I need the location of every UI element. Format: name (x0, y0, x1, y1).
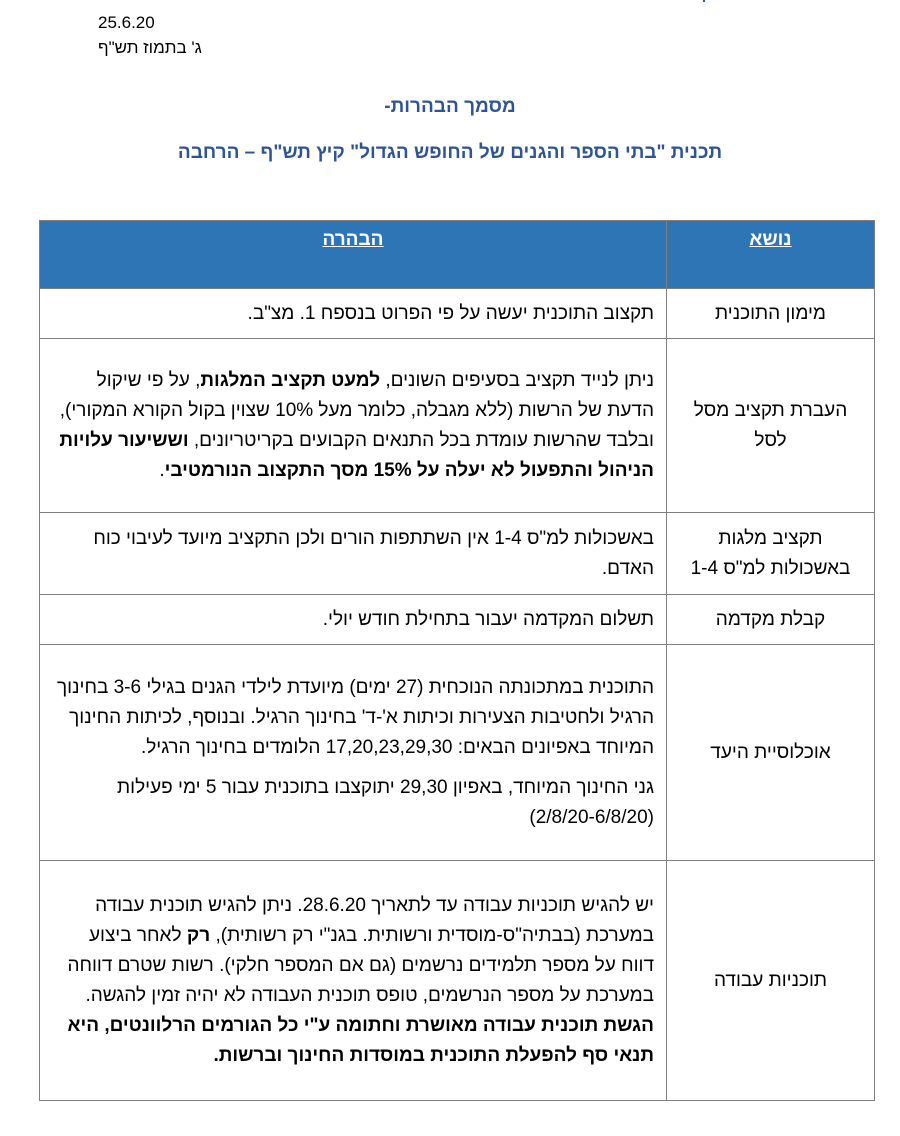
bold-segment: וששיעור עלויות הניהול והתפעול לא יעלה על 15% מסך התקצוב הנורמטיבי (59, 429, 654, 481)
table-row (40, 861, 875, 1101)
document-title: מסמך הבהרות- (384, 96, 516, 117)
row-topic: אוכלוסיית היעד (667, 645, 875, 861)
row-clarification: תשלום המקדמה יעבור בתחילת חודש יולי. (40, 595, 667, 645)
date-hebrew: ג' בתמוז תש"ף (98, 38, 202, 57)
row-clarification (40, 645, 667, 861)
table-header-row (40, 221, 875, 289)
table-row (40, 595, 875, 645)
header-topic: נושא (667, 221, 875, 289)
text-segment: . (159, 459, 165, 481)
row-topic: קבלת מקדמה (667, 595, 875, 645)
text-segment: ניתן לנייד תקציב בסעיפים השונים, (380, 369, 654, 391)
header-clarification: הבהרה (40, 221, 667, 289)
document-subtitle: תכנית "בתי הספר והגנים של החופש הגדול" קיץ תש"ף – הרחבה (177, 142, 723, 163)
date-block (98, 10, 202, 60)
row-clarification (40, 339, 667, 513)
text-segment: יש להגיש תוכניות עבודה עד לתאריך 28.6.20. ניתן להגיש תוכנית עבודה במערכת (בבתיה"ס-מוסדית ורשותית. בגנ"י רק רשותית), (95, 894, 654, 946)
row-clarification: תקצוב התוכנית יעשה על פי הפרוט בנספח 1. מצ"ב. (40, 289, 667, 339)
clarification-paragraph: גני החינוך המיוחד, באפיון 29,30 יתוקצבו בתוכנית עבור 5 ימי פעילות (2/8/20-6/8/20) (117, 776, 654, 828)
row-topic: תוכניות עבודה (667, 861, 875, 1101)
logo-fragment-icon (700, 0, 714, 8)
text-segment: , על פי שיקול הדעת של הרשות (ללא מגבלה, כלומר מעל 10% שצוין בקול הקורא המקורי), ובלבד שהרשות עומדת בכל התנאים הקבועים בקריטריונים, (59, 369, 654, 451)
bold-segment: למעט תקציב המלגות (200, 369, 381, 391)
row-topic: העברת תקציב מסל לסל (667, 339, 875, 513)
row-topic: תקציב מלגות באשכולות למ"ס 1-4 (667, 513, 875, 595)
clarification-paragraph: התוכנית במתכונתה הנוכחית (27 ימים) מיועדת לילדי הגנים בגילי 3-6 בחינוך הרגיל ולחטיבות הצעירות וכיתות א'-ד' בחינוך הרגיל. ובנוסף, לכיתות החינוך המיוחד באפיונים הבאים: 17,20,23,29,30 הלומדים בחינוך הרגיל. (57, 676, 654, 758)
table-row (40, 513, 875, 595)
row-clarification: באשכולות למ"ס 1-4 אין השתתפות הורים ולכן התקציב מיועד לעיבוי כוח האדם. (40, 513, 667, 595)
row-clarification (40, 861, 667, 1101)
text-segment: לאחר ביצוע דווח על מספר תלמידים נרשמים (גם אם המספר חלקי). רשות שטרם דווחה במערכת על מספר הנרשמים, טופס תוכנית העבודה לא יהיה זמין להגשה. (67, 924, 654, 1006)
clarifications-table (39, 220, 875, 1101)
table-row (40, 645, 875, 861)
table-row (40, 339, 875, 513)
bold-segment: רק (186, 924, 211, 946)
table-row (40, 289, 875, 339)
bold-segment: הגשת תוכנית עבודה מאושרת וחתומה ע"י כל הגורמים הרלוונטים, היא תנאי סף להפעלת התוכנית במוסדות החינוך וברשות. (67, 1014, 654, 1066)
row-topic: מימון התוכנית (667, 289, 875, 339)
date-gregorian: 25.6.20 (98, 13, 155, 32)
